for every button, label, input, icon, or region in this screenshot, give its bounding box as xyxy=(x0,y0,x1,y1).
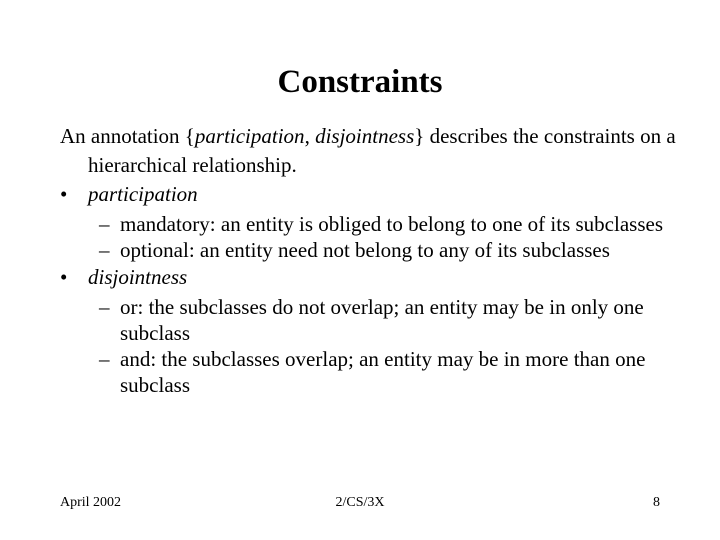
intro-before: An annotation { xyxy=(60,124,195,148)
sub-item-text: mandatory: an entity is obliged to belong to one of its subclasses xyxy=(120,212,663,236)
sub-item-text: optional: an entity need not belong to any of its subclasses xyxy=(120,238,610,262)
dash-icon: – xyxy=(99,212,110,236)
sub-item-and xyxy=(60,346,700,398)
dash-icon: – xyxy=(99,238,110,262)
intro-term-disjointness: disjointness xyxy=(315,124,415,148)
bullet-dot-icon: • xyxy=(60,182,68,206)
bullet-dot-icon: • xyxy=(60,265,68,289)
footer-page-number: 8 xyxy=(653,495,660,510)
footer-date: April 2002 xyxy=(60,495,122,510)
dash-icon: – xyxy=(99,347,110,371)
bullet-disjointness xyxy=(60,263,700,292)
sub-item-mandatory xyxy=(60,211,700,237)
intro-term-participation: participation xyxy=(194,124,305,148)
bullet-label: disjointness xyxy=(88,265,188,289)
slide-title: Constraints xyxy=(277,64,443,100)
sub-item-optional xyxy=(60,237,700,263)
dash-icon: – xyxy=(99,295,110,319)
sub-item-text: and: the subclasses overlap; an entity may be in more than one subclass xyxy=(120,347,646,397)
sub-item-text: or: the subclasses do not overlap; an entity may be in only one subclass xyxy=(120,295,644,345)
bullet-label: participation xyxy=(88,182,198,206)
sub-item-or xyxy=(60,294,700,346)
intro-after: } describes the constraints on a hierarchical relationship. xyxy=(88,124,676,177)
footer-course: 2/CS/3X xyxy=(335,495,385,510)
slide-body xyxy=(60,122,700,398)
intro-separator: , xyxy=(304,124,316,148)
bullet-participation xyxy=(60,180,700,209)
intro-paragraph xyxy=(60,122,700,180)
